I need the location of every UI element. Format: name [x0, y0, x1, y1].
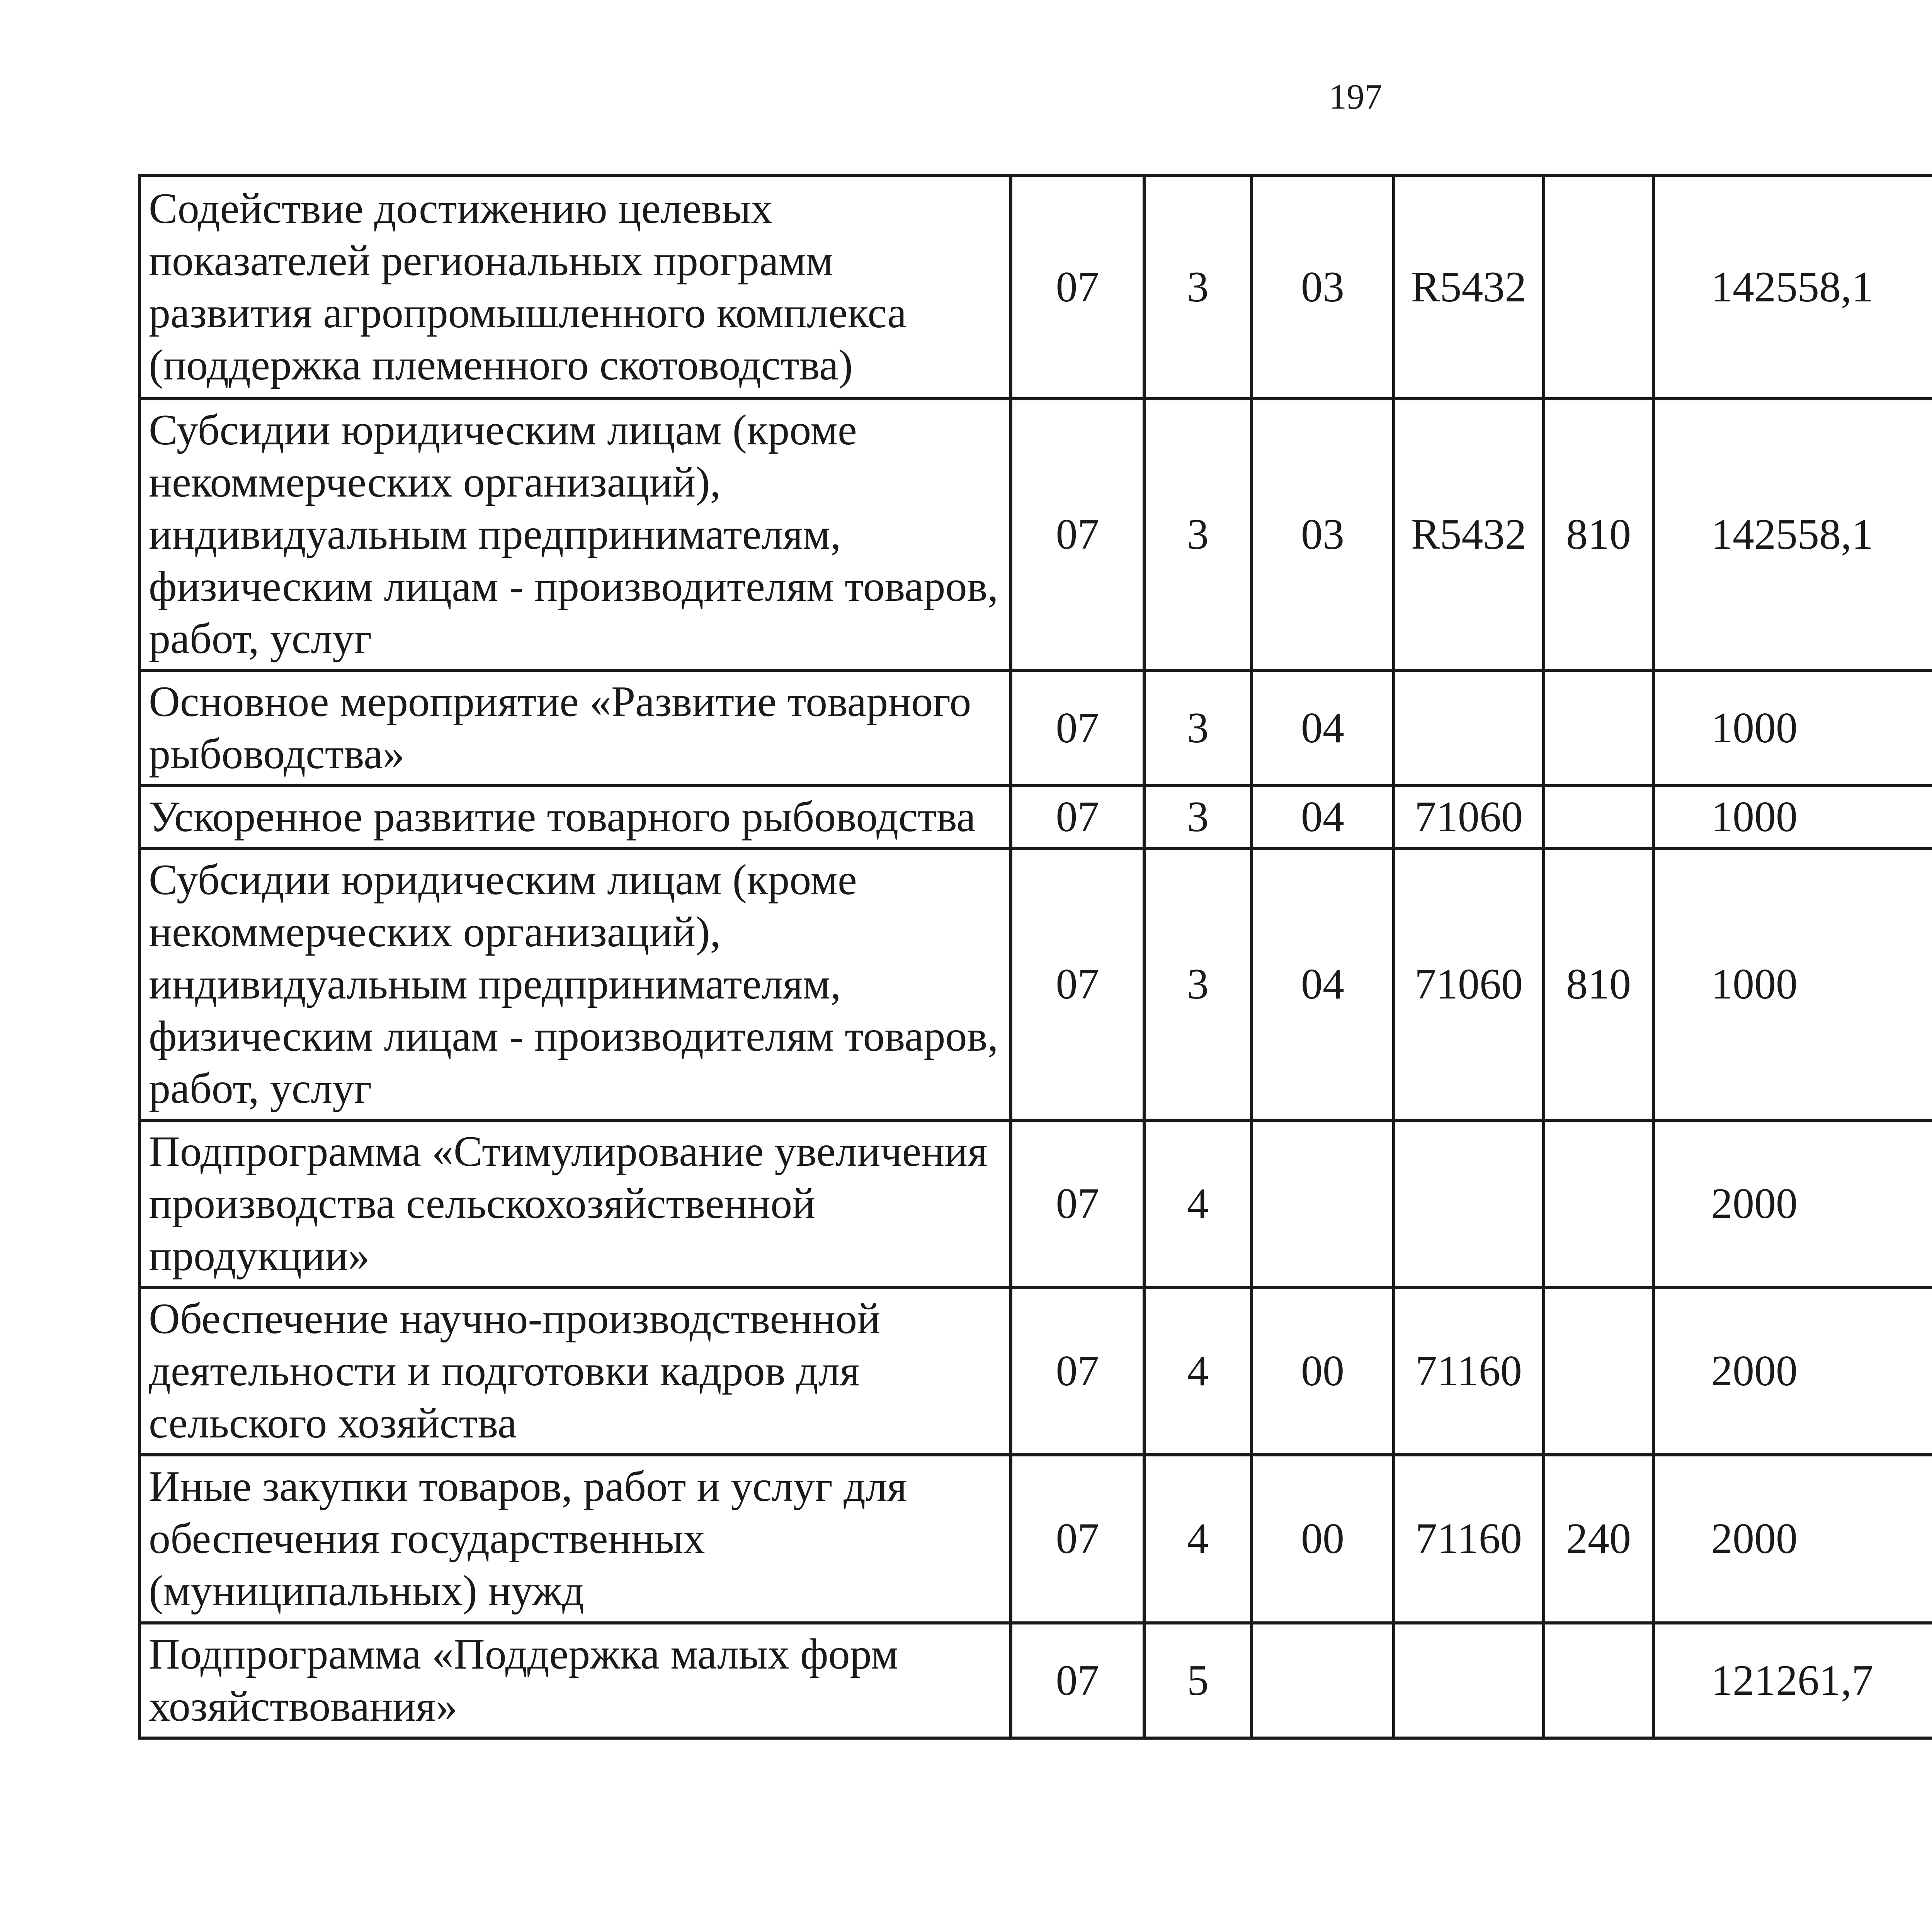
amount-year-1: 2000 — [1653, 1288, 1932, 1455]
main-activity-code: 04 — [1252, 849, 1394, 1120]
table-row — [139, 849, 1932, 1120]
main-activity-code — [1252, 1120, 1394, 1288]
direction-code — [1394, 1623, 1544, 1738]
direction-code — [1394, 670, 1544, 786]
main-activity-code: 00 — [1252, 1288, 1394, 1455]
program-code: 07 — [1011, 786, 1144, 849]
table-row — [139, 1288, 1932, 1455]
program-code: 07 — [1011, 1288, 1144, 1455]
amount-year-1: 1000 — [1653, 786, 1932, 849]
row-name: Подпрограмма «Стимулирование увеличения производства сельскохозяйственной продукции» — [139, 1120, 1011, 1288]
subprogram-code: 3 — [1144, 399, 1252, 670]
amount-year-1: 142558,1 — [1653, 399, 1932, 670]
table-row — [139, 786, 1932, 849]
subprogram-code: 3 — [1144, 849, 1252, 1120]
direction-code — [1394, 1120, 1544, 1288]
main-activity-code: 04 — [1252, 670, 1394, 786]
program-code: 07 — [1011, 1623, 1144, 1738]
table-row — [139, 1120, 1932, 1288]
expense-type-code — [1544, 670, 1653, 786]
direction-code: 71060 — [1394, 849, 1544, 1120]
page-number: 197 — [1329, 77, 1382, 116]
row-name: Иные закупки товаров, работ и услуг для обеспечения государственных (муниципальных) нужд — [139, 1455, 1011, 1623]
row-name: Ускоренное развитие товарного рыбоводства — [139, 786, 1011, 849]
amount-year-1: 1000 — [1653, 849, 1932, 1120]
subprogram-code: 5 — [1144, 1623, 1252, 1738]
main-activity-code — [1252, 1623, 1394, 1738]
expense-type-code — [1544, 1120, 1653, 1288]
expense-type-code: 810 — [1544, 849, 1653, 1120]
direction-code: R5432 — [1394, 399, 1544, 670]
row-name: Субсидии юридическим лицам (кроме некоммерческих организаций), индивидуальным предпринимателям, физическим лицам - производителям товаров, работ, услуг — [139, 849, 1011, 1120]
subprogram-code: 4 — [1144, 1120, 1252, 1288]
direction-code: R5432 — [1394, 175, 1544, 399]
amount-year-1: 2000 — [1653, 1120, 1932, 1288]
row-name: Подпрограмма «Поддержка малых форм хозяйствования» — [139, 1623, 1011, 1738]
budget-table — [138, 174, 1932, 1740]
expense-type-code — [1544, 1623, 1653, 1738]
subprogram-code: 4 — [1144, 1288, 1252, 1455]
table-row — [139, 1455, 1932, 1623]
main-activity-code: 03 — [1252, 399, 1394, 670]
expense-type-code — [1544, 786, 1653, 849]
program-code: 07 — [1011, 1455, 1144, 1623]
row-name: Содействие достижению целевых показателей региональных программ развития агропромышленного комплекса (поддержка племенного скотоводства) — [139, 175, 1011, 399]
program-code: 07 — [1011, 849, 1144, 1120]
expense-type-code: 240 — [1544, 1455, 1653, 1623]
program-code: 07 — [1011, 175, 1144, 399]
direction-code: 71060 — [1394, 786, 1544, 849]
amount-year-1: 121261,7 — [1653, 1623, 1932, 1738]
row-name: Основное мероприятие «Развитие товарного рыбоводства» — [139, 670, 1011, 786]
amount-year-1: 2000 — [1653, 1455, 1932, 1623]
table-row — [139, 670, 1932, 786]
row-name: Обеспечение научно-производственной деятельности и подготовки кадров для сельского хозяйства — [139, 1288, 1011, 1455]
subprogram-code: 3 — [1144, 175, 1252, 399]
program-code: 07 — [1011, 399, 1144, 670]
expense-type-code: 810 — [1544, 399, 1653, 670]
main-activity-code: 04 — [1252, 786, 1394, 849]
table-row — [139, 175, 1932, 399]
expense-type-code — [1544, 175, 1653, 399]
program-code: 07 — [1011, 1120, 1144, 1288]
direction-code: 71160 — [1394, 1455, 1544, 1623]
subprogram-code: 3 — [1144, 670, 1252, 786]
table-row — [139, 399, 1932, 670]
direction-code: 71160 — [1394, 1288, 1544, 1455]
expense-type-code — [1544, 1288, 1653, 1455]
main-activity-code: 00 — [1252, 1455, 1394, 1623]
row-name: Субсидии юридическим лицам (кроме некоммерческих организаций), индивидуальным предпринимателям, физическим лицам - производителям товаров, работ, услуг — [139, 399, 1011, 670]
subprogram-code: 4 — [1144, 1455, 1252, 1623]
main-activity-code: 03 — [1252, 175, 1394, 399]
program-code: 07 — [1011, 670, 1144, 786]
subprogram-code: 3 — [1144, 786, 1252, 849]
amount-year-1: 142558,1 — [1653, 175, 1932, 399]
amount-year-1: 1000 — [1653, 670, 1932, 786]
table-row — [139, 1623, 1932, 1738]
